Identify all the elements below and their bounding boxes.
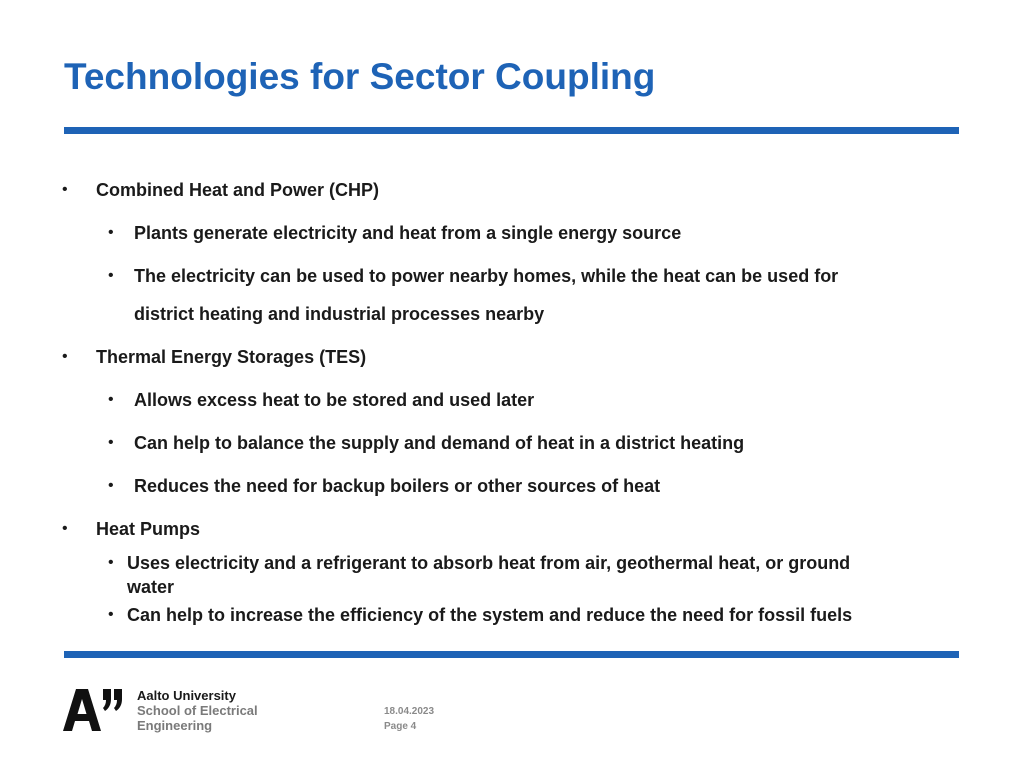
footer-meta — [384, 704, 434, 734]
bullet-dot: • — [108, 554, 114, 571]
bullet-dot: • — [62, 181, 68, 198]
organization-name — [137, 688, 258, 733]
list-item: The electricity can be used to power nearby homes, while the heat can be used for — [134, 266, 839, 286]
school-name-line1: School of Electrical — [137, 703, 258, 718]
bullet-dot: • — [108, 477, 114, 494]
section-heading-heat-pumps: Heat Pumps — [96, 519, 201, 539]
bullet-dot: • — [108, 434, 114, 451]
aalto-a-logo-icon — [63, 689, 125, 731]
bullet-dot: • — [108, 391, 114, 408]
university-name: Aalto University — [137, 688, 236, 703]
bullet-dot: • — [62, 520, 68, 537]
bullet-dot: • — [108, 606, 114, 623]
section-heading-tes: Thermal Energy Storages (TES) — [96, 347, 367, 367]
list-item-continuation: water — [127, 577, 175, 597]
bullet-dot: • — [62, 348, 68, 365]
title-divider — [64, 127, 959, 134]
page-number: Page 4 — [384, 721, 417, 732]
list-item: Allows excess heat to be stored and used later — [134, 390, 535, 410]
slide-title: Technologies for Sector Coupling — [64, 56, 656, 97]
list-item: Can help to increase the efficiency of the system and reduce the need for fossil fuels — [127, 605, 853, 625]
bullet-dot: • — [108, 224, 114, 241]
bullet-dot: • — [108, 267, 114, 284]
list-item-continuation: district heating and industrial processes nearby — [134, 304, 545, 324]
list-item: Reduces the need for backup boilers or other sources of heat — [134, 476, 661, 496]
section-heading-chp: Combined Heat and Power (CHP) — [96, 180, 380, 200]
list-item: Plants generate electricity and heat from a single energy source — [134, 223, 682, 243]
slide-date: 18.04.2023 — [384, 706, 435, 717]
list-item: Uses electricity and a refrigerant to absorb heat from air, geothermal heat, or ground — [127, 553, 851, 573]
list-item: Can help to balance the supply and demand of heat in a district heating — [134, 433, 745, 453]
footer-divider — [64, 651, 959, 658]
school-name-line2: Engineering — [137, 718, 213, 733]
